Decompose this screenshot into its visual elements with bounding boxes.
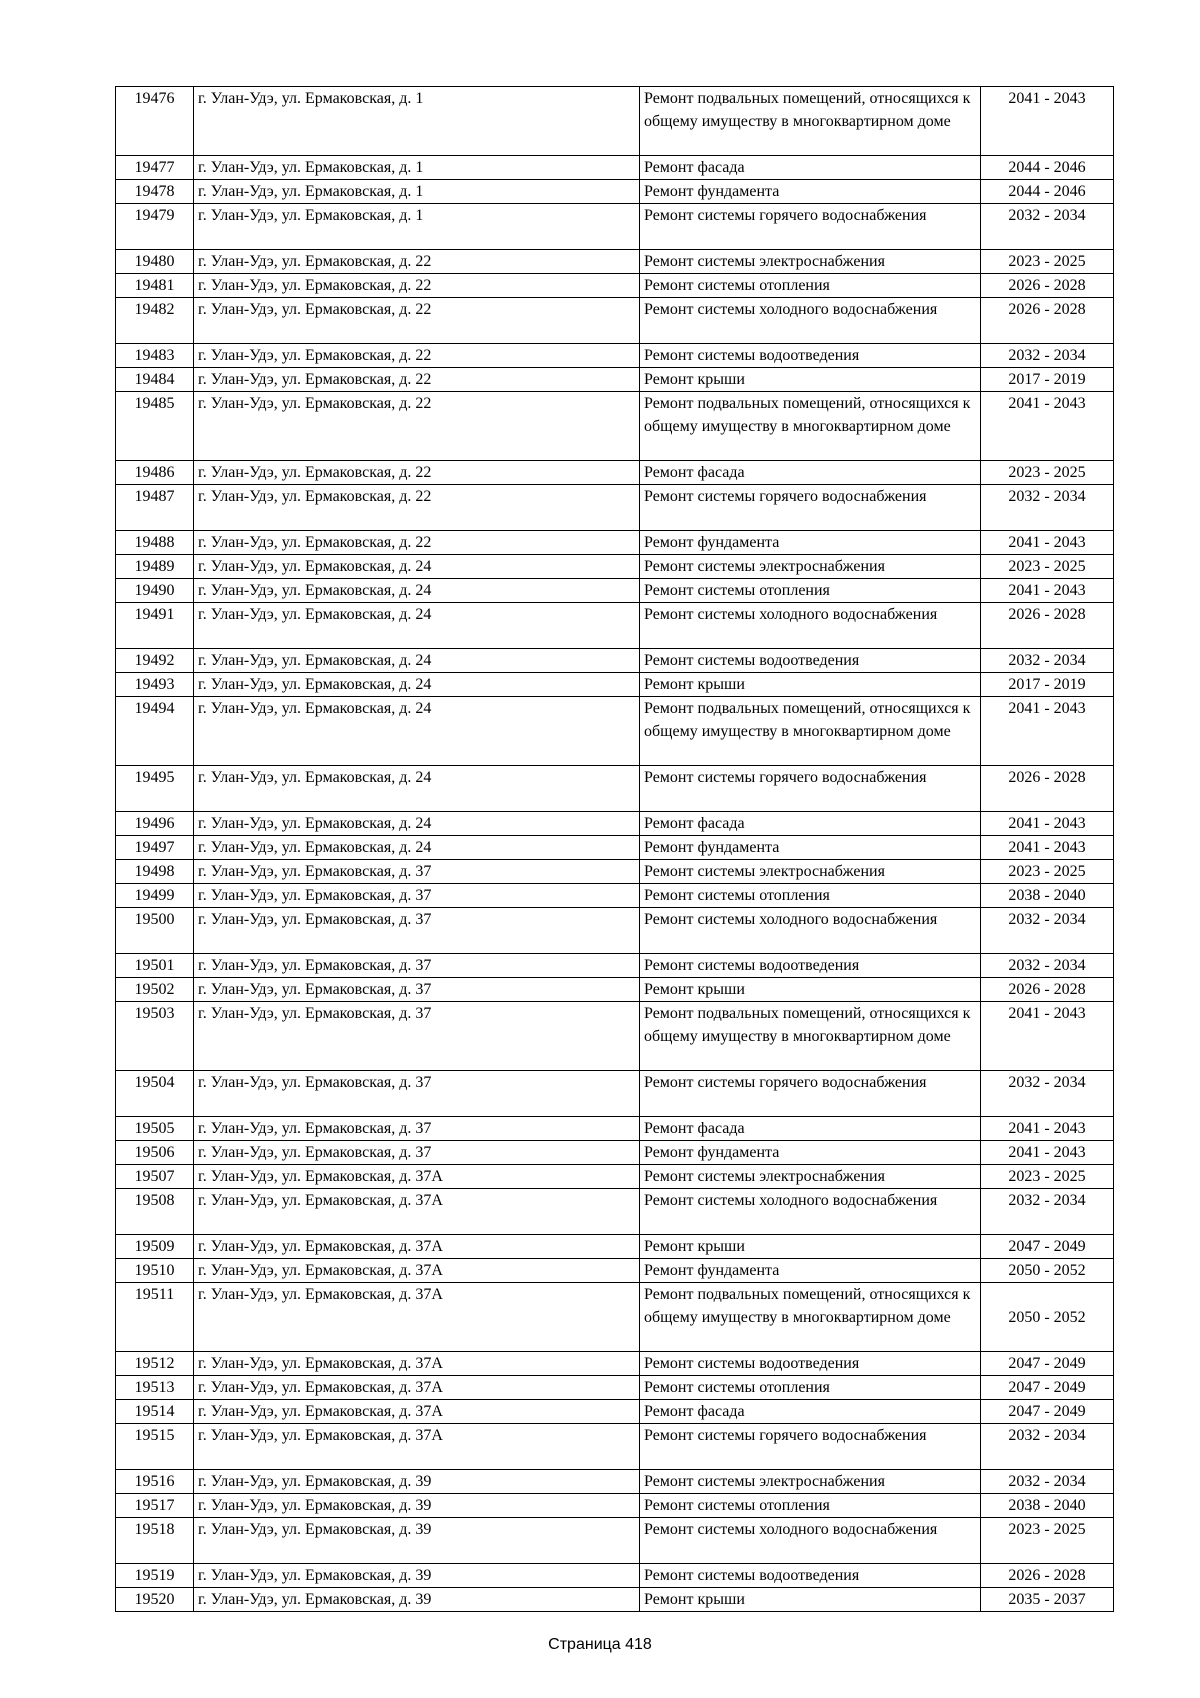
row-number-cell: 19519 <box>116 1564 194 1588</box>
address-cell: г. Улан-Удэ, ул. Ермаковская, д. 22 <box>194 250 640 274</box>
address-cell: г. Улан-Удэ, ул. Ермаковская, д. 1 <box>194 204 640 250</box>
period-cell: 2032 - 2034 <box>981 1470 1114 1494</box>
table-row <box>116 1141 1114 1165</box>
work-type-cell: Ремонт системы холодного водоснабжения <box>640 1189 981 1235</box>
period-cell: 2035 - 2037 <box>981 1588 1114 1612</box>
row-number-cell: 19480 <box>116 250 194 274</box>
period-cell: 2041 - 2043 <box>981 579 1114 603</box>
work-type-cell: Ремонт системы горячего водоснабжения <box>640 1071 981 1117</box>
address-cell: г. Улан-Удэ, ул. Ермаковская, д. 39 <box>194 1564 640 1588</box>
table-row <box>116 1259 1114 1283</box>
table-row <box>116 531 1114 555</box>
work-type-cell: Ремонт системы электроснабжения <box>640 1165 981 1189</box>
period-cell: 2032 - 2034 <box>981 649 1114 673</box>
table-row <box>116 1002 1114 1071</box>
period-cell: 2026 - 2028 <box>981 978 1114 1002</box>
address-cell: г. Улан-Удэ, ул. Ермаковская, д. 24 <box>194 697 640 766</box>
address-cell: г. Улан-Удэ, ул. Ермаковская, д. 37 <box>194 884 640 908</box>
address-cell: г. Улан-Удэ, ул. Ермаковская, д. 37А <box>194 1283 640 1352</box>
table-row <box>116 1400 1114 1424</box>
address-cell: г. Улан-Удэ, ул. Ермаковская, д. 37 <box>194 860 640 884</box>
work-type-cell: Ремонт системы холодного водоснабжения <box>640 603 981 649</box>
work-type-cell: Ремонт системы водоотведения <box>640 954 981 978</box>
work-type-cell: Ремонт системы горячего водоснабжения <box>640 766 981 812</box>
period-cell: 2044 - 2046 <box>981 180 1114 204</box>
table-row <box>116 1235 1114 1259</box>
work-type-cell: Ремонт фасада <box>640 1400 981 1424</box>
row-number-cell: 19509 <box>116 1235 194 1259</box>
row-number-cell: 19500 <box>116 908 194 954</box>
row-number-cell: 19502 <box>116 978 194 1002</box>
address-cell: г. Улан-Удэ, ул. Ермаковская, д. 39 <box>194 1470 640 1494</box>
table-row <box>116 836 1114 860</box>
row-number-cell: 19499 <box>116 884 194 908</box>
table-row <box>116 180 1114 204</box>
period-cell: 2032 - 2034 <box>981 954 1114 978</box>
table-row <box>116 250 1114 274</box>
period-cell: 2041 - 2043 <box>981 1117 1114 1141</box>
work-type-cell: Ремонт фундамента <box>640 1259 981 1283</box>
period-cell: 2023 - 2025 <box>981 1165 1114 1189</box>
row-number-cell: 19510 <box>116 1259 194 1283</box>
table-row <box>116 156 1114 180</box>
address-cell: г. Улан-Удэ, ул. Ермаковская, д. 39 <box>194 1494 640 1518</box>
row-number-cell: 19511 <box>116 1283 194 1352</box>
period-cell: 2050 - 2052 <box>981 1259 1114 1283</box>
table-row <box>116 1518 1114 1564</box>
address-cell: г. Улан-Удэ, ул. Ермаковская, д. 39 <box>194 1588 640 1612</box>
work-type-cell: Ремонт подвальных помещений, относящихся к общему имуществу в многоквартирном доме <box>640 1283 981 1352</box>
table-row <box>116 1071 1114 1117</box>
table-row <box>116 1376 1114 1400</box>
table-row <box>116 1564 1114 1588</box>
row-number-cell: 19486 <box>116 461 194 485</box>
period-cell: 2041 - 2043 <box>981 1141 1114 1165</box>
address-cell: г. Улан-Удэ, ул. Ермаковская, д. 37 <box>194 908 640 954</box>
row-number-cell: 19476 <box>116 87 194 156</box>
address-cell: г. Улан-Удэ, ул. Ермаковская, д. 1 <box>194 87 640 156</box>
row-number-cell: 19482 <box>116 298 194 344</box>
row-number-cell: 19497 <box>116 836 194 860</box>
period-cell: 2041 - 2043 <box>981 392 1114 461</box>
row-number-cell: 19513 <box>116 1376 194 1400</box>
period-cell: 2026 - 2028 <box>981 1564 1114 1588</box>
row-number-cell: 19508 <box>116 1189 194 1235</box>
address-cell: г. Улан-Удэ, ул. Ермаковская, д. 22 <box>194 531 640 555</box>
row-number-cell: 19517 <box>116 1494 194 1518</box>
period-cell: 2047 - 2049 <box>981 1376 1114 1400</box>
address-cell: г. Улан-Удэ, ул. Ермаковская, д. 37А <box>194 1352 640 1376</box>
table-row <box>116 1470 1114 1494</box>
table-row <box>116 368 1114 392</box>
table-row <box>116 978 1114 1002</box>
table-row <box>116 884 1114 908</box>
address-cell: г. Улан-Удэ, ул. Ермаковская, д. 39 <box>194 1518 640 1564</box>
work-type-cell: Ремонт фасада <box>640 812 981 836</box>
address-cell: г. Улан-Удэ, ул. Ермаковская, д. 37А <box>194 1259 640 1283</box>
period-cell: 2050 - 2052 <box>981 1283 1114 1352</box>
address-cell: г. Улан-Удэ, ул. Ермаковская, д. 24 <box>194 836 640 860</box>
works-table <box>115 86 1114 1612</box>
table-row <box>116 274 1114 298</box>
work-type-cell: Ремонт системы холодного водоснабжения <box>640 1518 981 1564</box>
work-type-cell: Ремонт крыши <box>640 673 981 697</box>
work-type-cell: Ремонт системы электроснабжения <box>640 555 981 579</box>
period-cell: 2026 - 2028 <box>981 766 1114 812</box>
row-number-cell: 19512 <box>116 1352 194 1376</box>
address-cell: г. Улан-Удэ, ул. Ермаковская, д. 24 <box>194 766 640 812</box>
row-number-cell: 19490 <box>116 579 194 603</box>
table-row <box>116 954 1114 978</box>
table-row <box>116 908 1114 954</box>
address-cell: г. Улан-Удэ, ул. Ермаковская, д. 22 <box>194 461 640 485</box>
row-number-cell: 19505 <box>116 1117 194 1141</box>
table-row <box>116 673 1114 697</box>
table-row <box>116 392 1114 461</box>
period-cell: 2026 - 2028 <box>981 603 1114 649</box>
work-type-cell: Ремонт системы холодного водоснабжения <box>640 908 981 954</box>
table-row <box>116 485 1114 531</box>
row-number-cell: 19504 <box>116 1071 194 1117</box>
table-row <box>116 1494 1114 1518</box>
work-type-cell: Ремонт системы горячего водоснабжения <box>640 485 981 531</box>
period-cell: 2041 - 2043 <box>981 812 1114 836</box>
address-cell: г. Улан-Удэ, ул. Ермаковская, д. 37 <box>194 1117 640 1141</box>
row-number-cell: 19488 <box>116 531 194 555</box>
work-type-cell: Ремонт системы электроснабжения <box>640 860 981 884</box>
work-type-cell: Ремонт подвальных помещений, относящихся к общему имуществу в многоквартирном доме <box>640 697 981 766</box>
table-row <box>116 649 1114 673</box>
address-cell: г. Улан-Удэ, ул. Ермаковская, д. 37 <box>194 1071 640 1117</box>
address-cell: г. Улан-Удэ, ул. Ермаковская, д. 24 <box>194 603 640 649</box>
period-cell: 2032 - 2034 <box>981 1424 1114 1470</box>
period-cell: 2023 - 2025 <box>981 555 1114 579</box>
row-number-cell: 19518 <box>116 1518 194 1564</box>
address-cell: г. Улан-Удэ, ул. Ермаковская, д. 37А <box>194 1165 640 1189</box>
address-cell: г. Улан-Удэ, ул. Ермаковская, д. 37 <box>194 978 640 1002</box>
period-cell: 2017 - 2019 <box>981 368 1114 392</box>
address-cell: г. Улан-Удэ, ул. Ермаковская, д. 37А <box>194 1424 640 1470</box>
work-type-cell: Ремонт фундамента <box>640 531 981 555</box>
table-row <box>116 555 1114 579</box>
address-cell: г. Улан-Удэ, ул. Ермаковская, д. 37А <box>194 1400 640 1424</box>
period-cell: 2047 - 2049 <box>981 1235 1114 1259</box>
period-cell: 2041 - 2043 <box>981 87 1114 156</box>
row-number-cell: 19506 <box>116 1141 194 1165</box>
row-number-cell: 19495 <box>116 766 194 812</box>
row-number-cell: 19478 <box>116 180 194 204</box>
address-cell: г. Улан-Удэ, ул. Ермаковская, д. 22 <box>194 298 640 344</box>
period-cell: 2017 - 2019 <box>981 673 1114 697</box>
row-number-cell: 19496 <box>116 812 194 836</box>
address-cell: г. Улан-Удэ, ул. Ермаковская, д. 24 <box>194 555 640 579</box>
period-cell: 2044 - 2046 <box>981 156 1114 180</box>
work-type-cell: Ремонт крыши <box>640 978 981 1002</box>
work-type-cell: Ремонт системы водоотведения <box>640 649 981 673</box>
period-cell: 2032 - 2034 <box>981 1071 1114 1117</box>
address-cell: г. Улан-Удэ, ул. Ермаковская, д. 22 <box>194 368 640 392</box>
work-type-cell: Ремонт системы отопления <box>640 579 981 603</box>
work-type-cell: Ремонт фундамента <box>640 836 981 860</box>
period-cell: 2032 - 2034 <box>981 204 1114 250</box>
address-cell: г. Улан-Удэ, ул. Ермаковская, д. 24 <box>194 649 640 673</box>
table-row <box>116 461 1114 485</box>
table-row <box>116 860 1114 884</box>
work-type-cell: Ремонт фасада <box>640 461 981 485</box>
address-cell: г. Улан-Удэ, ул. Ермаковская, д. 24 <box>194 812 640 836</box>
address-cell: г. Улан-Удэ, ул. Ермаковская, д. 37А <box>194 1235 640 1259</box>
table-row <box>116 87 1114 156</box>
row-number-cell: 19479 <box>116 204 194 250</box>
address-cell: г. Улан-Удэ, ул. Ермаковская, д. 22 <box>194 344 640 368</box>
table-row <box>116 1165 1114 1189</box>
work-type-cell: Ремонт системы отопления <box>640 884 981 908</box>
row-number-cell: 19498 <box>116 860 194 884</box>
table-row <box>116 1189 1114 1235</box>
work-type-cell: Ремонт системы водоотведения <box>640 1352 981 1376</box>
work-type-cell: Ремонт системы водоотведения <box>640 1564 981 1588</box>
address-cell: г. Улан-Удэ, ул. Ермаковская, д. 22 <box>194 274 640 298</box>
row-number-cell: 19501 <box>116 954 194 978</box>
table-row <box>116 298 1114 344</box>
row-number-cell: 19516 <box>116 1470 194 1494</box>
table-row <box>116 1117 1114 1141</box>
table-row <box>116 1352 1114 1376</box>
period-cell: 2038 - 2040 <box>981 884 1114 908</box>
row-number-cell: 19485 <box>116 392 194 461</box>
row-number-cell: 19515 <box>116 1424 194 1470</box>
period-cell: 2041 - 2043 <box>981 697 1114 766</box>
period-cell: 2041 - 2043 <box>981 836 1114 860</box>
work-type-cell: Ремонт фасада <box>640 156 981 180</box>
address-cell: г. Улан-Удэ, ул. Ермаковская, д. 37 <box>194 954 640 978</box>
period-cell: 2047 - 2049 <box>981 1352 1114 1376</box>
period-cell: 2038 - 2040 <box>981 1494 1114 1518</box>
period-cell: 2041 - 2043 <box>981 531 1114 555</box>
row-number-cell: 19503 <box>116 1002 194 1071</box>
row-number-cell: 19487 <box>116 485 194 531</box>
address-cell: г. Улан-Удэ, ул. Ермаковская, д. 24 <box>194 579 640 603</box>
period-cell: 2023 - 2025 <box>981 860 1114 884</box>
table-row <box>116 204 1114 250</box>
address-cell: г. Улан-Удэ, ул. Ермаковская, д. 1 <box>194 156 640 180</box>
work-type-cell: Ремонт крыши <box>640 1588 981 1612</box>
table-row <box>116 1283 1114 1352</box>
page-number: Страница 418 <box>548 1636 652 1653</box>
work-type-cell: Ремонт крыши <box>640 368 981 392</box>
works-table-body <box>116 87 1114 1612</box>
table-row <box>116 697 1114 766</box>
period-cell: 2026 - 2028 <box>981 274 1114 298</box>
address-cell: г. Улан-Удэ, ул. Ермаковская, д. 37А <box>194 1189 640 1235</box>
row-number-cell: 19483 <box>116 344 194 368</box>
period-cell: 2026 - 2028 <box>981 298 1114 344</box>
table-row <box>116 579 1114 603</box>
row-number-cell: 19489 <box>116 555 194 579</box>
work-type-cell: Ремонт системы горячего водоснабжения <box>640 204 981 250</box>
work-type-cell: Ремонт фундамента <box>640 1141 981 1165</box>
address-cell: г. Улан-Удэ, ул. Ермаковская, д. 1 <box>194 180 640 204</box>
table-row <box>116 812 1114 836</box>
row-number-cell: 19520 <box>116 1588 194 1612</box>
row-number-cell: 19507 <box>116 1165 194 1189</box>
table-row <box>116 603 1114 649</box>
period-cell: 2032 - 2034 <box>981 344 1114 368</box>
period-cell: 2023 - 2025 <box>981 461 1114 485</box>
work-type-cell: Ремонт системы холодного водоснабжения <box>640 298 981 344</box>
table-row <box>116 344 1114 368</box>
work-type-cell: Ремонт системы горячего водоснабжения <box>640 1424 981 1470</box>
row-number-cell: 19494 <box>116 697 194 766</box>
work-type-cell: Ремонт системы электроснабжения <box>640 250 981 274</box>
work-type-cell: Ремонт фундамента <box>640 180 981 204</box>
period-cell: 2023 - 2025 <box>981 1518 1114 1564</box>
address-cell: г. Улан-Удэ, ул. Ермаковская, д. 24 <box>194 673 640 697</box>
work-type-cell: Ремонт подвальных помещений, относящихся к общему имуществу в многоквартирном доме <box>640 1002 981 1071</box>
row-number-cell: 19484 <box>116 368 194 392</box>
period-cell: 2047 - 2049 <box>981 1400 1114 1424</box>
work-type-cell: Ремонт системы электроснабжения <box>640 1470 981 1494</box>
row-number-cell: 19477 <box>116 156 194 180</box>
work-type-cell: Ремонт фасада <box>640 1117 981 1141</box>
row-number-cell: 19481 <box>116 274 194 298</box>
table-row <box>116 766 1114 812</box>
address-cell: г. Улан-Удэ, ул. Ермаковская, д. 22 <box>194 392 640 461</box>
work-type-cell: Ремонт системы отопления <box>640 274 981 298</box>
period-cell: 2041 - 2043 <box>981 1002 1114 1071</box>
row-number-cell: 19514 <box>116 1400 194 1424</box>
work-type-cell: Ремонт подвальных помещений, относящихся к общему имуществу в многоквартирном доме <box>640 87 981 156</box>
address-cell: г. Улан-Удэ, ул. Ермаковская, д. 37 <box>194 1141 640 1165</box>
work-type-cell: Ремонт системы отопления <box>640 1494 981 1518</box>
work-type-cell: Ремонт системы отопления <box>640 1376 981 1400</box>
work-type-cell: Ремонт подвальных помещений, относящихся к общему имуществу в многоквартирном доме <box>640 392 981 461</box>
address-cell: г. Улан-Удэ, ул. Ермаковская, д. 37А <box>194 1376 640 1400</box>
row-number-cell: 19492 <box>116 649 194 673</box>
work-type-cell: Ремонт крыши <box>640 1235 981 1259</box>
period-cell: 2032 - 2034 <box>981 1189 1114 1235</box>
row-number-cell: 19493 <box>116 673 194 697</box>
table-row <box>116 1424 1114 1470</box>
work-type-cell: Ремонт системы водоотведения <box>640 344 981 368</box>
row-number-cell: 19491 <box>116 603 194 649</box>
address-cell: г. Улан-Удэ, ул. Ермаковская, д. 22 <box>194 485 640 531</box>
period-cell: 2023 - 2025 <box>981 250 1114 274</box>
period-cell: 2032 - 2034 <box>981 485 1114 531</box>
table-row <box>116 1588 1114 1612</box>
address-cell: г. Улан-Удэ, ул. Ермаковская, д. 37 <box>194 1002 640 1071</box>
period-cell: 2032 - 2034 <box>981 908 1114 954</box>
